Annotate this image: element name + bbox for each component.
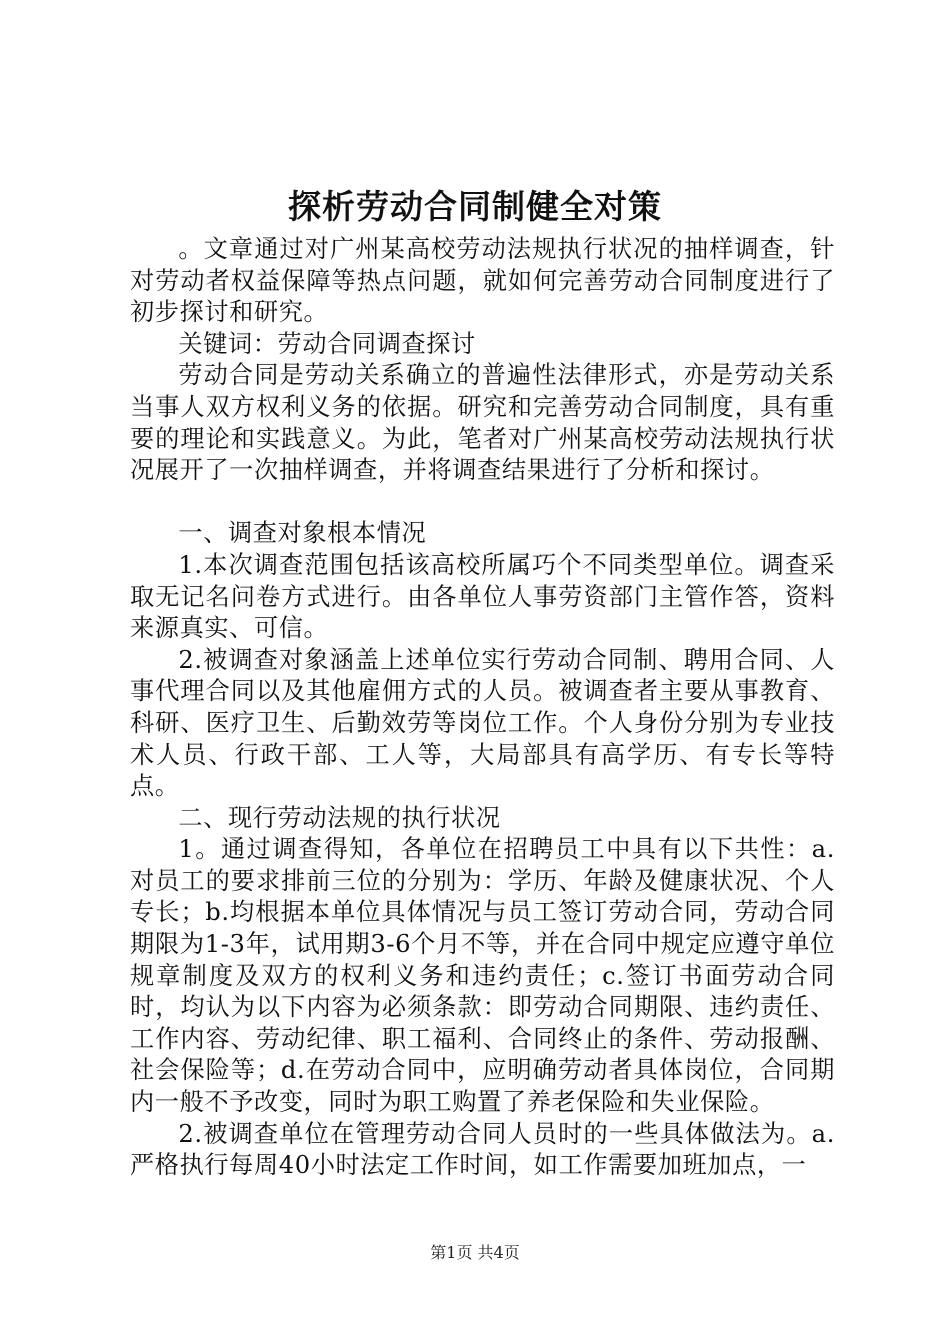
section1-paragraph-1: 1.本次调查范围包括该高校所属巧个不同类型单位。调查采取无记名问卷方式进行。由各单位人事劳资部门主管作答，资料来源真实、可信。: [130, 550, 835, 643]
section1-paragraph-2: 2.被调查对象涵盖上述单位实行劳动合同制、聘用合同、人事代理合同以及其他雇佣方式的人员。被调查者主要从事教育、科研、医疗卫生、后勤效劳等岗位工作。个人身份分别为专业技术人员、行政干部、工人等，大局部具有高学历、有专长等特点。: [130, 645, 835, 801]
section-heading-2: 二、现行劳动法规的执行状况: [178, 803, 501, 832]
section2-paragraph-1: 1。通过调查得知，各单位在招聘员工中具有以下共性：a.对员工的要求排前三位的分别为：学历、年龄及健康状况、个人专长；b.均根据本单位具体情况与员工签订劳动合同，劳动合同期限为1-3年，试用期3-6个月不等，并在合同中规定应遵守单位规章制度及双方的权利义务和违约责任；c.签订书面劳动合同时，均认为以下内容为必须条款：即劳动合同期限、违约责任、工作内容、劳动纪律、职工福利、合同终止的条件、劳动报酬、社会保险等；d.在劳动合同中，应明确劳动者具体岗位，合同期内一般不予改变，同时为职工购置了养老保险和失业保险。: [130, 835, 835, 1117]
paragraph-spacer: [130, 487, 835, 519]
section2-paragraph-2: 2.被调查单位在管理劳动合同人员时的一些具体做法为。a.严格执行每周40小时法定工作时间，如工作需要加班加点，一: [130, 1119, 835, 1180]
document-body: [130, 234, 835, 1182]
keywords-line: 关键词：劳动合同调查探讨: [178, 329, 476, 358]
document-title: 探析劳动合同制健全对策: [288, 187, 662, 226]
abstract-paragraph: 。文章通过对广州某高校劳动法规执行状况的抽样调查，针对劳动者权益保障等热点问题，就如何完善劳动合同制度进行了初步探讨和研究。: [130, 235, 835, 327]
section-heading-1: 一、调查对象根本情况: [178, 519, 427, 548]
page-footer: 第1页 共4页: [430, 1243, 520, 1262]
intro-paragraph: 劳动合同是劳动关系确立的普遍性法律形式，亦是劳动关系当事人双方权利义务的依据。研究和完善劳动合同制度，具有重要的理论和实践意义。为此，笔者对广州某高校劳动法规执行状况展开了一次抽样调查，并将调查结果进行了分析和探讨。: [130, 361, 835, 485]
